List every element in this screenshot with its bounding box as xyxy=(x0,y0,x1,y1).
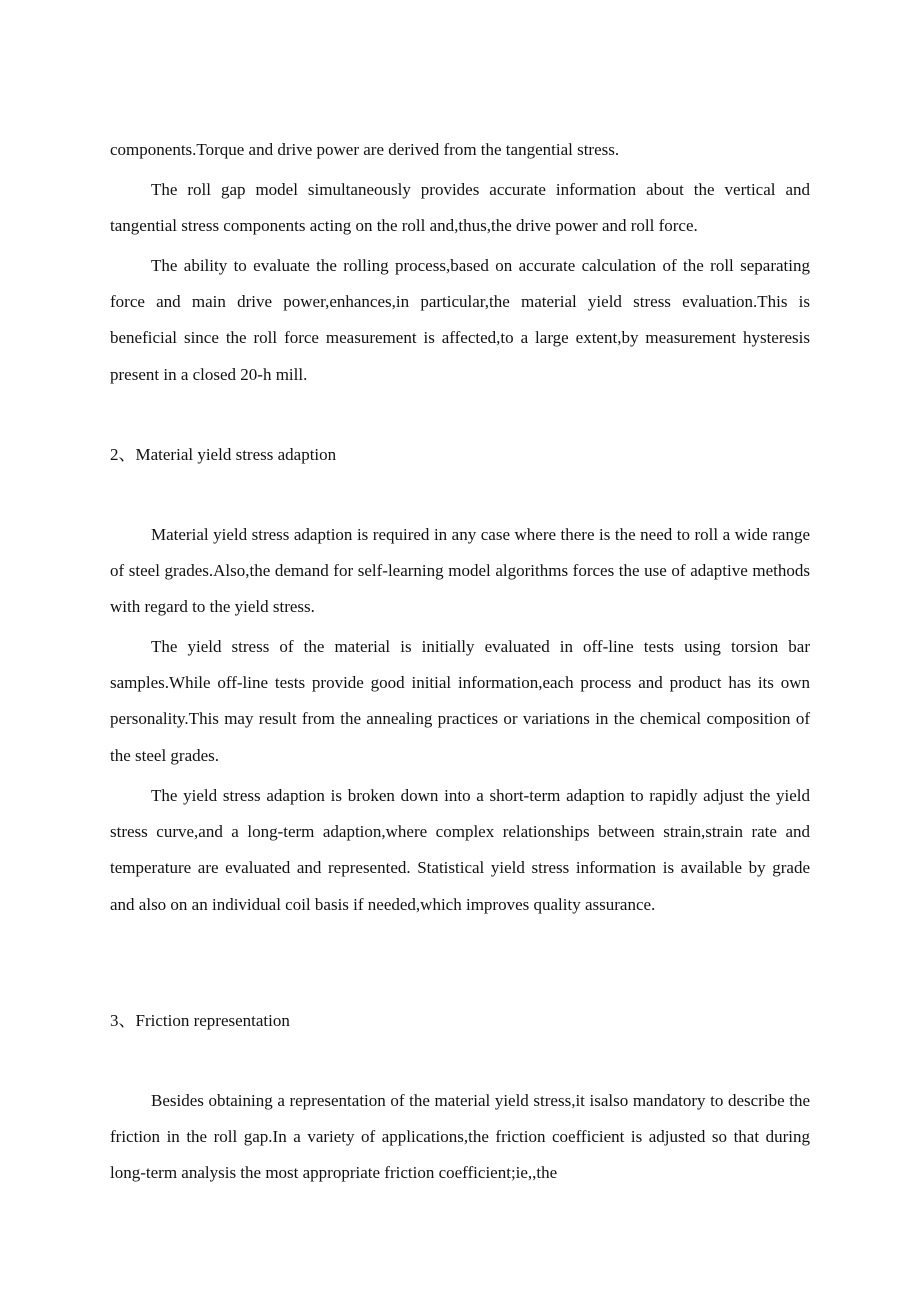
paragraph-continuation: components.Torque and drive power are derived from the tangential stress. xyxy=(110,140,620,159)
section-heading-3: 3、Friction representation xyxy=(110,1011,290,1030)
section-heading-2: 2、Material yield stress adaption xyxy=(110,445,337,464)
paragraph-friction: Besides obtaining a representation of the material yield stress,it isalso mandatory to describe the friction in the roll gap.In a variety of applications,the friction coefficient is adjusted so that during long-term analysis the most appropriate friction coefficient;ie,,the xyxy=(110,1091,810,1183)
paragraph-yield-stress-required: Material yield stress adaption is required in any case where there is the need to roll a wide range of steel grades.Also,the demand for self-learning model algorithms forces the use of adaptive methods with regard to the yield stress. xyxy=(110,525,810,617)
paragraph-yield-stress-offline: The yield stress of the material is initially evaluated in off-line tests using torsion bar samples.While off-line tests provide good initial information,each process and product has its own personality.This may result from the annealing practices or variations in the chemical composition of the steel grades. xyxy=(110,637,810,765)
paragraph-yield-stress-adaption: The yield stress adaption is broken down into a short-term adaption to rapidly adjust the yield stress curve,and a long-term adaption,where complex relationships between strain,strain rate and temperature are evaluated and represented. Statistical yield stress information is available by grade and also on an individual coil basis if needed,which improves quality assurance. xyxy=(110,786,810,914)
paragraph-roll-gap-model: The roll gap model simultaneously provides accurate information about the vertical and tangential stress components acting on the roll and,thus,the drive power and roll force. xyxy=(110,180,810,236)
paragraph-rolling-process: The ability to evaluate the rolling process,based on accurate calculation of the roll separating force and main drive power,enhances,in particular,the material yield stress evaluation.This is beneficial since the roll force measurement is affected,to a large extent,by measurement hysteresis present in a closed 20-h mill. xyxy=(110,256,810,384)
